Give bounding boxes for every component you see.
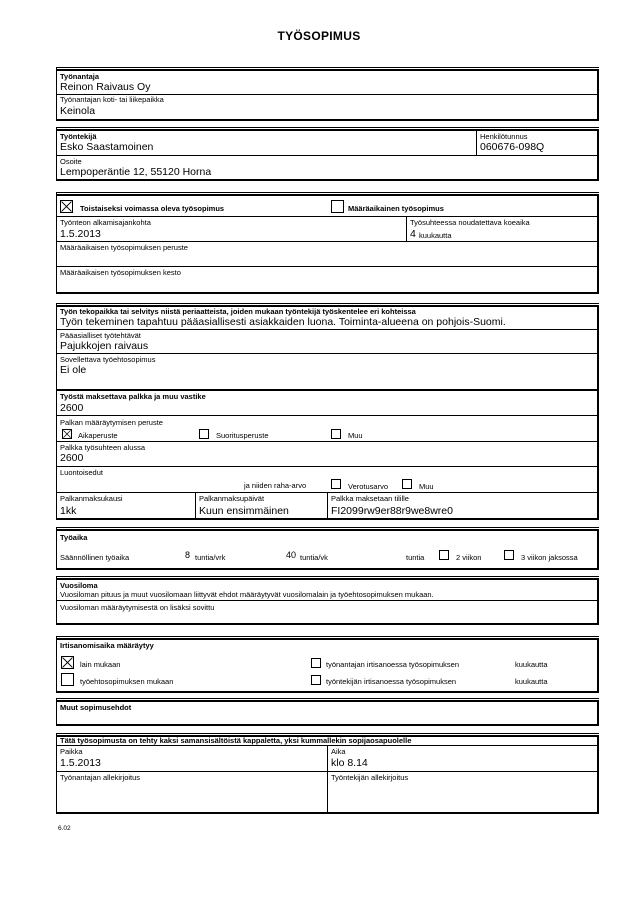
hours-unit: tuntia xyxy=(406,553,425,562)
cba-field[interactable]: Ei ole xyxy=(60,364,87,376)
account-label: Palkka maksetaan tilille xyxy=(331,494,409,503)
employer-signature-label: Työnantajan allekirjoitus xyxy=(60,773,141,782)
other-terms-label: Muut sopimusehdot xyxy=(60,703,132,712)
employer-home-label: Työnantajan koti- tai liikepaikka xyxy=(60,95,164,104)
start-date-label: Työnteon alkamisajankohta xyxy=(60,218,151,227)
notice-employer-checkbox[interactable] xyxy=(311,658,321,668)
time-label: Aika xyxy=(331,747,346,756)
regular-hours-label: Säännöllinen työaika xyxy=(60,553,130,562)
fixed-reason-label: Määräaikaisen työsopimuksen peruste xyxy=(60,243,188,252)
vacation-text: Vuosiloman pituus ja muut vuosilomaan liittyvät ehdot määräytyvät vuosilomalain ja työehtosopimuksen mukaan. xyxy=(60,590,434,599)
fixed-duration-label: Määräaikaisen työsopimuksen kesto xyxy=(60,268,181,277)
account-field[interactable]: FI2099rw9er88r9we8wre0 xyxy=(331,505,453,517)
hours-per-day-unit: tuntia/vrk xyxy=(195,553,226,562)
fixed-term-contract-checkbox[interactable] xyxy=(331,200,344,213)
checkmark-x-icon xyxy=(61,201,72,212)
performance-basis-label: Suoritusperuste xyxy=(216,431,269,440)
employee-id-label: Henkilötunnus xyxy=(480,132,528,141)
footer-code: 6.02 xyxy=(58,825,71,832)
performance-basis-checkbox[interactable] xyxy=(199,429,209,439)
pay-field[interactable]: 2600 xyxy=(60,402,84,414)
hours-per-day-field[interactable]: 8 xyxy=(185,550,191,560)
notice-label: Irtisanomisaika määräytyy xyxy=(60,641,154,650)
start-pay-label: Palkka työsuhteen alussa xyxy=(60,443,146,452)
start-pay-field[interactable]: 2600 xyxy=(60,452,84,464)
notice-employee-unit: kuukautta xyxy=(515,677,548,686)
employer-label: Työnantaja xyxy=(60,72,100,81)
benefits-value-label: ja niiden raha-arvo xyxy=(244,481,307,490)
hours-per-week-field[interactable]: 40 xyxy=(286,550,297,560)
hours-per-week-unit: tuntia/vk xyxy=(300,553,328,562)
employee-id-field[interactable]: 060676-098Q xyxy=(480,141,545,153)
other-value-label: Muu xyxy=(419,482,434,491)
trial-period-field[interactable]: 4 xyxy=(410,228,416,240)
workplace-field[interactable]: Työn tekeminen tapahtuu pääasiallisesti asiakkaiden luona. Toiminta-alueena on pohjois-Suomi. xyxy=(60,316,506,328)
employee-address-field[interactable]: Lempoperäntie 12, 55120 Horna xyxy=(60,166,212,178)
indefinite-contract-label: Toistaiseksi voimassa oleva työsopimus xyxy=(80,204,225,213)
pay-basis-label: Palkan määräytymisen peruste xyxy=(60,418,163,427)
three-weeks-label: 3 viikon jaksossa xyxy=(521,553,578,562)
benefits-label: Luontoisedut xyxy=(60,468,103,477)
notice-law-label: lain mukaan xyxy=(80,660,121,669)
notice-employer-label: työnantajan irtisanoessa työsopimuksen xyxy=(326,660,459,669)
two-weeks-label: 2 viikon xyxy=(456,553,482,562)
trial-period-unit: kuukautta xyxy=(419,231,452,240)
notice-cba-label: työehtosopimuksen mukaan xyxy=(80,677,174,686)
notice-employee-label: työntekijän irtisanoessa työsopimuksen xyxy=(326,677,457,686)
two-weeks-checkbox[interactable] xyxy=(439,550,449,560)
duties-label: Pääasialliset työtehtävät xyxy=(60,331,141,340)
pay-period-field[interactable]: 1kk xyxy=(60,505,77,517)
notice-employer-unit: kuukautta xyxy=(515,660,548,669)
employee-label: Työntekijä xyxy=(60,132,97,141)
time-basis-label: Aikaperuste xyxy=(78,431,118,440)
checkmark-x-icon xyxy=(63,430,71,438)
notice-cba-checkbox[interactable] xyxy=(61,673,74,686)
fixed-term-contract-label: Määräaikainen työsopimus xyxy=(348,204,444,213)
other-basis-label: Muu xyxy=(348,431,363,440)
other-value-checkbox[interactable] xyxy=(402,479,412,489)
checkmark-x-icon xyxy=(62,657,73,668)
three-weeks-checkbox[interactable] xyxy=(504,550,514,560)
pay-period-label: Palkanmaksukausi xyxy=(60,494,123,503)
trial-period-label: Työsuhteessa noudatettava koeaika xyxy=(410,218,530,227)
employee-name-field[interactable]: Esko Saastamoinen xyxy=(60,141,154,153)
employee-signature-label: Työntekijän allekirjoitus xyxy=(331,773,409,782)
place-field[interactable]: 1.5.2013 xyxy=(60,757,101,769)
start-date-field[interactable]: 1.5.2013 xyxy=(60,228,101,240)
payday-label: Palkanmaksupäivät xyxy=(199,494,265,503)
tax-value-label: Verotusarvo xyxy=(348,482,389,491)
document-title: TYÖSOPIMUS xyxy=(277,29,361,43)
employer-name-field[interactable]: Reinon Raivaus Oy xyxy=(60,81,151,93)
place-label: Paikka xyxy=(60,747,83,756)
signing-label: Tätä työsopimusta on tehty kaksi samansisältöistä kappaletta, yksi kummallekin sopijaosapuolelle xyxy=(60,736,412,745)
tax-value-checkbox[interactable] xyxy=(331,479,341,489)
employer-home-field[interactable]: Keinola xyxy=(60,105,96,117)
workplace-label: Työn tekopaikka tai selvitys niistä periaatteista, joiden mukaan työntekijä työskentelee eri kohteissa xyxy=(60,307,416,316)
payday-field[interactable]: Kuun ensimmäinen xyxy=(199,505,289,517)
time-basis-checkbox[interactable] xyxy=(62,429,72,439)
notice-law-checkbox[interactable] xyxy=(61,656,74,669)
pay-label: Työstä maksettava palkka ja muu vastike xyxy=(60,392,206,401)
indefinite-contract-checkbox[interactable] xyxy=(60,200,73,213)
other-basis-checkbox[interactable] xyxy=(331,429,341,439)
vacation-terms-label: Vuosiloman määräytymisestä on lisäksi sovittu xyxy=(60,603,215,612)
vacation-label: Vuosiloma xyxy=(60,581,98,590)
employee-address-label: Osoite xyxy=(60,157,82,166)
duties-field[interactable]: Pajukkojen raivaus xyxy=(60,340,149,352)
cba-label: Sovellettava työehtosopimus xyxy=(60,355,156,364)
time-field[interactable]: klo 8.14 xyxy=(331,757,368,769)
hours-label: Työaika xyxy=(60,533,88,542)
notice-employee-checkbox[interactable] xyxy=(311,675,321,685)
